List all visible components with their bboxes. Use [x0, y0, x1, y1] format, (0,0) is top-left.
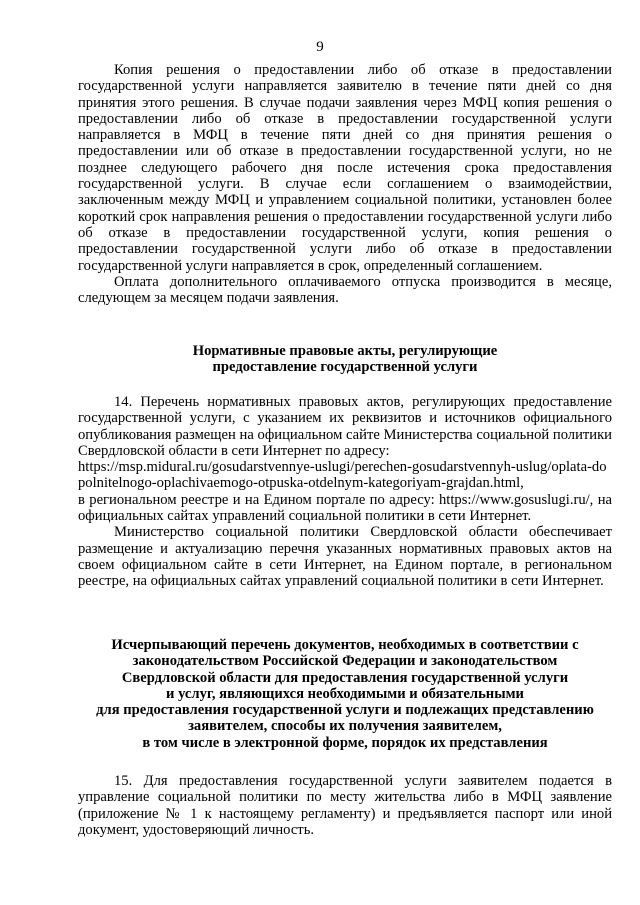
ministry-site-url[interactable]: https://msp.midural.ru/gosudarstvennye-uslugi/perechen-gosudarstvennyh-uslug/oplata-dopolnitelnogo-oplachivaemogo-otpuska-otdelnym-kategoriyam-grajdan.html,: [78, 459, 607, 492]
page-number: 9: [316, 39, 324, 55]
paragraph-14-url-wrap: [78, 459, 612, 492]
heading-line: Исчерпывающий перечень документов, необходимых в соответствии с: [111, 637, 579, 653]
section-decision-copy: [78, 62, 612, 306]
heading-line: заявителем, способы их получения заявителем,: [188, 718, 502, 735]
paragraph-payment: Оплата дополнительного оплачиваемого отпуска производится в месяце, следующем за месяцем подачи заявления.: [78, 273, 612, 307]
heading-line: в том числе в электронной форме, порядок их представления: [142, 734, 548, 751]
section-documents: [78, 773, 612, 838]
heading-line: Свердловской области для предоставления государственной услуги: [121, 669, 569, 686]
paragraph-ministry: Министерство социальной политики Свердловской области обеспечивает размещение и актуализацию перечня указанных нормативных правовых актов на своем официальном сайте в сети Интернет, на Едином портале, в региональном реестре, на официальных сайтах управлений социальной политики в сети Интернет.: [78, 524, 612, 590]
heading-line: Нормативные правовые акты, регулирующие: [192, 343, 498, 359]
heading-line: и услуг, являющихся необходимыми и обязательными: [166, 685, 524, 702]
heading-documents-list: [78, 637, 612, 751]
heading-normative-acts: [78, 343, 612, 376]
paragraph-14-tail: в региональном реестре и на Едином портале по адресу: https://www.gosuslugi.ru/, на официальных сайтах управлений социальной политики в сети Интернет.: [78, 491, 612, 525]
paragraph-copy-decision: Копия решения о предоставлении либо об отказе в предоставлении государственной услуги направляется заявителю в течение пяти дней со дня принятия этого решения. В случае подачи заявления через МФЦ копия решения о предоставлении либо об отказе в предоставлении государственной услуги направляется в МФЦ в течение пяти дней со дня принятия решения о предоставлении или об отказе в предоставлении государственной услуги, но не позднее следующего рабочего дня после истечения срока предоставления государственной услуги. В случае если соглашением о взаимодействии, заключенным между МФЦ и управлением социальной политики, установлен более короткий срок направления решения о предоставлении государственной услуги либо об отказе в предоставлении государственной услуги, копия решения о предоставлении государственной услуги либо об отказе в предоставлении государственной услуги направляется в срок, определенный соглашением.: [78, 62, 612, 274]
heading-line: законодательством Российской Федерации и законодательством: [132, 653, 558, 670]
paragraph-15: 15. Для предоставления государственной услуги заявителем подается в управление социальной политики по месту жительства либо в МФЦ заявление (приложение № 1 к настоящему регламенту) и предъявляется паспорт или иной документ, удостоверяющий личность.: [78, 773, 612, 838]
paragraph-14-intro: 14. Перечень нормативных правовых актов, регулирующих предоставление государственной услуги, с указанием их реквизитов и источников официального опубликования размещен на официальном сайте Министерства социальной политики Свердловской области в сети Интернет по адресу:: [78, 394, 612, 459]
heading-line: предоставление государственной услуги: [212, 359, 478, 376]
heading-line: для предоставления государственной услуги и подлежащих представлению: [96, 702, 594, 719]
section-normative-list: [78, 394, 612, 590]
